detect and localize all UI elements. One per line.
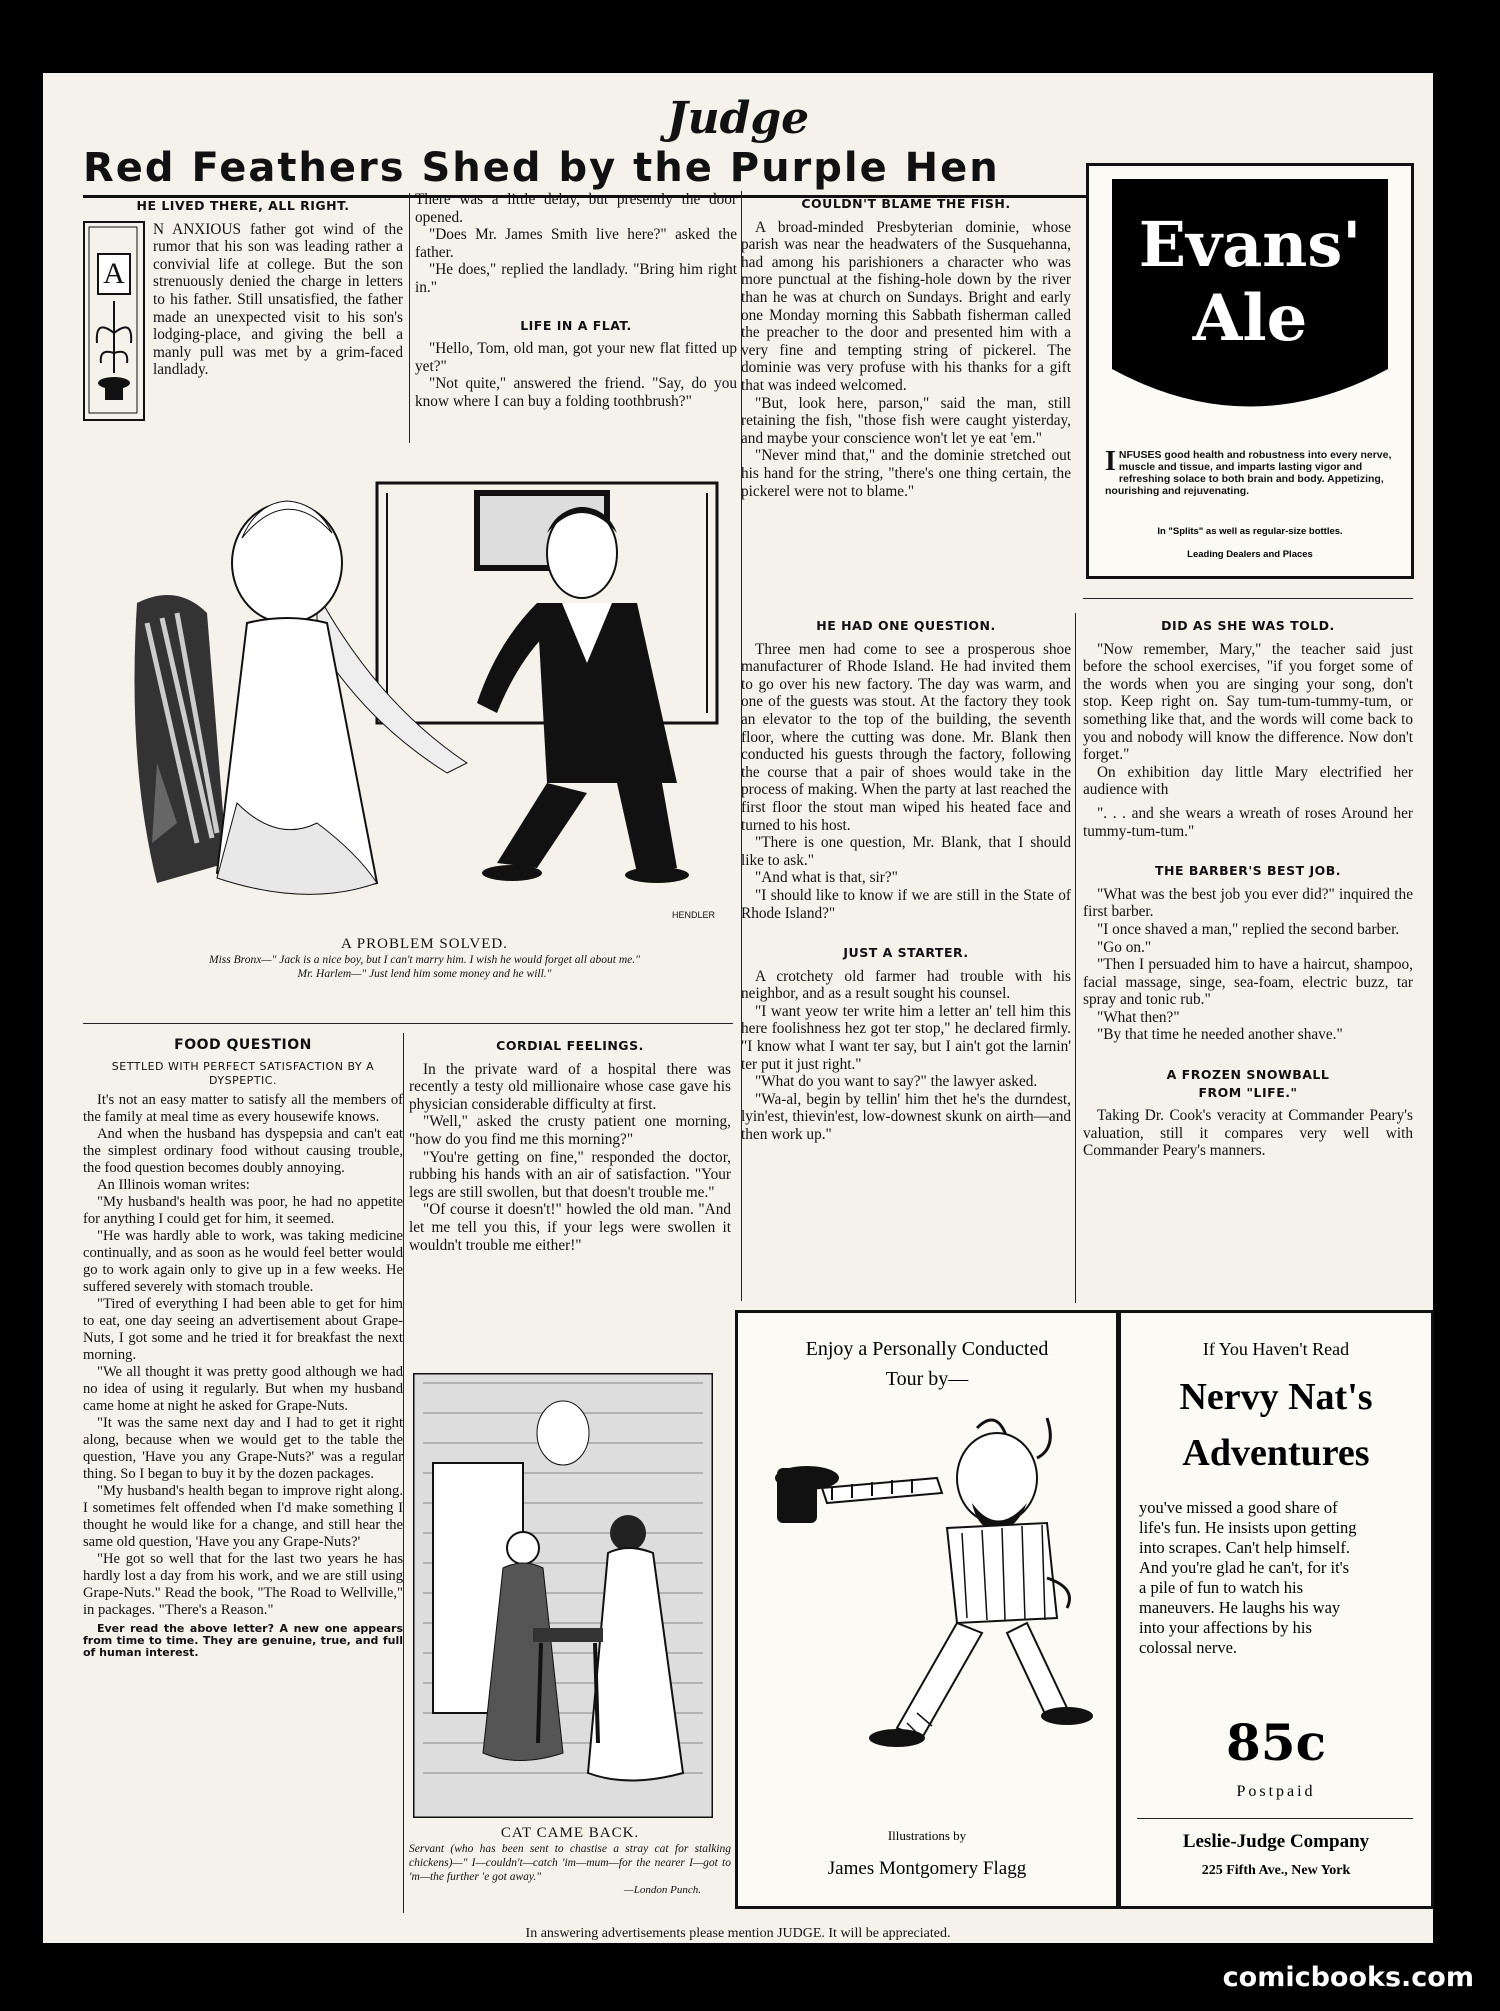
drop-cap-letter: A xyxy=(97,253,131,295)
flower-ornament-icon xyxy=(85,223,143,419)
magazine-page xyxy=(43,73,1433,1943)
illustrations-by-label: Illustrations by xyxy=(887,1828,967,1843)
article-paragraph: "Well," asked the crusty patient one morning, "how do you find me this morning?" xyxy=(409,1113,731,1148)
article-title: FOOD QUESTION xyxy=(174,1037,312,1053)
article-paragraph: "Never mind that," and the dominie stretched out his hand for the string, "there's one thing certain, the pickerel were not to blame." xyxy=(741,447,1071,500)
article-title: HE LIVED THERE, ALL RIGHT. xyxy=(136,198,350,213)
evans-body-text: NFUSES good health and robustness into every nerve, muscle and tissue, and imparts lasting vigor and refreshing solace to both brain and body. Appetizing, nourishing and rejuvenating. xyxy=(1105,449,1392,497)
article-paragraph: And when the husband has dyspepsia and can't eat the simplest ordinary food without causing trouble, the food question becomes doubly annoying. xyxy=(83,1126,403,1176)
article-paragraph: "He does," replied the landlady. "Bring him right in." xyxy=(415,261,737,296)
article-subtitle: SETTLED WITH PERFECT SATISFACTION BY A DYSPEPTIC. xyxy=(111,1060,375,1087)
tour-line1: Enjoy a Personally Conducted xyxy=(805,1338,1049,1360)
article-title: JUST A STARTER. xyxy=(843,945,969,961)
article-paragraph: "What then?" xyxy=(1097,1008,1180,1026)
nat-title2: Adventures xyxy=(1182,1432,1370,1474)
article-paragraph: N ANXIOUS father got wind of the rumor that his son was leading rather a convivial life at college. But the son strenuously denied the charge in letters to his father. Still unsatisfied, the father made an unexpected visit to his son's lodging-place, and giving the bell a manly pull was met by a grim-faced landlady. xyxy=(153,220,403,379)
article-title: COULDN'T BLAME THE FISH. xyxy=(801,196,1011,211)
evans-ale-advertisement xyxy=(1086,163,1414,579)
article-paragraph: "Now remember, Mary," the teacher said just before the school exercises, "if you forget some of the words when you are singing your song, don't stop. Keep right on. Say tum-tum-tummy-tum, or something like that, and the words will come back to you and nobody will know the difference. Now don't forget." xyxy=(1083,640,1413,764)
evans-ale-brand: Evans' xyxy=(1138,208,1362,281)
article-paragraph: "Go on." xyxy=(1097,938,1152,956)
watermark: comicbooks.com xyxy=(1222,1962,1474,1993)
article-paragraph: "And what is that, sir?" xyxy=(755,869,898,887)
article-paragraph: A broad-minded Presbyterian dominie, whose parish was near the headwaters of the Susquehanna, had among his parishioners a character who was more punctual at the fishing-hole down by the river than he was at church on Sundays. Bright and early one Monday morning this Sabbath fisherman called the preacher to the door and presented him with a very fine and tempting string of pickerel. The dominie was very profuse with his thanks for a gift that was indeed welcomed. xyxy=(741,218,1071,394)
nat-line1: If You Haven't Read xyxy=(1202,1339,1350,1359)
nervy-nat-illustration xyxy=(747,1408,1107,1748)
nat-price: 85c xyxy=(1225,1713,1327,1772)
article-title: A FROZEN SNOWBALL xyxy=(1166,1067,1330,1083)
article-paragraph: "Wa-al, begin by tellin' him thet he's the durndest, lyin'est, thievin'est, low-downest skunk on airth—and then work up." xyxy=(741,1090,1071,1144)
article-title: LIFE IN A FLAT. xyxy=(520,317,632,333)
nat-address: 225 Fifth Ave., New York xyxy=(1201,1863,1351,1878)
drop-cap-ornament xyxy=(83,221,145,421)
cartoon-caption-problem-solved xyxy=(117,936,732,981)
cartoon-title: A PROBLEM SOLVED. xyxy=(341,936,508,952)
article-footnote: Ever read the above letter? A new one appears from time to time. They are genuine, true, and full of human interest. xyxy=(83,1622,403,1659)
article-paragraph: "Hello, Tom, old man, got your new flat fitted up yet?" xyxy=(415,340,737,375)
article-paragraph: "It was the same next day and I had to get it right along, because when we would get to the table the question, 'Have you any Grape-Nuts?' was a regular thing. So I began to buy it by the dozen packages. xyxy=(83,1415,403,1482)
article-paragraph: "What was the best job you ever did?" inquired the first barber. xyxy=(1083,885,1413,921)
article-paragraph: There was a little delay, but presently the door opened. xyxy=(415,191,737,226)
section-rule xyxy=(83,1023,733,1024)
column-rule xyxy=(403,1033,404,1913)
article-paragraph: Three men had come to see a prosperous shoe manufacturer of Rhode Island. He had invited them to go over his new factory. The day was warm, and one of the guests was stout. At the factory they took an elevator to the top of the building, the seventh floor, where the cutting was done. Mr. Blank then conducted his guests through the factory, following the course that a pair of shoes would take in the process of making. When the party at last reached the first floor the stout man wiped his heated face and turned to his host. xyxy=(741,640,1071,834)
article-paragraph: "Then I persuaded him to have a haircut, shampoo, facial massage, singe, sea-foam, electric buzz, tar spray and tonic rub." xyxy=(1083,956,1413,1009)
article-paragraph: "My husband's health began to improve right along. I sometimes felt offended when I'd make something I thought he would like for a change, and still hear the same old question, 'Have you any Grape-Nuts?' xyxy=(83,1483,403,1550)
article-paragraph: "Not quite," answered the friend. "Say, do you know where I can buy a folding toothbrush?" xyxy=(415,375,737,410)
article-food-question xyxy=(83,1033,403,1659)
nat-company: Leslie-Judge Company xyxy=(1182,1831,1370,1852)
page-headline: Red Feathers Shed by the Purple Hen xyxy=(83,145,1113,198)
personally-conducted-tour-advertisement xyxy=(735,1310,1119,1909)
article-paragraph: "Does Mr. James Smith live here?" asked the father. xyxy=(415,226,737,261)
article-paragraph: ". . . and she wears a wreath of roses Around her tummy-tum-tum." xyxy=(1083,804,1413,840)
article-paragraph: "But, look here, parson," said the man, still retaining the fish, "those fish were caught yisterday, and maybe your conscience won't let ye eat 'em." xyxy=(741,394,1071,447)
article-title: HE HAD ONE QUESTION. xyxy=(816,618,996,633)
column-rule xyxy=(409,193,410,443)
column-rule xyxy=(1075,613,1076,1303)
artist-name: James Montgomery Flagg xyxy=(827,1858,1027,1879)
cartoon-dialogue-line: Mr. Harlem—" Just lend him some money and he will." xyxy=(297,968,552,980)
article-paragraph: A crotchety old farmer had trouble with his neighbor, and as a result sought his counsel. xyxy=(741,967,1071,1003)
article-paragraph: "You're getting on fine," responded the doctor, rubbing his hands with an air of satisfaction. "Your legs are still swollen, but that doesn't trouble me." xyxy=(409,1148,731,1201)
article-paragraph: "My husband's health was poor, he had no appetite for anything I could get for him, it seemed. xyxy=(83,1194,403,1227)
article-paragraph: "There is one question, Mr. Blank, that I should like to ask." xyxy=(741,834,1071,869)
cartoon-credit: —London Punch. xyxy=(624,1884,701,1896)
cartoon-title: CAT CAME BACK. xyxy=(500,1825,640,1841)
cartoon-dialogue-line: Servant (who has been sent to chastise a stray cat for stalking chickens)—" I—couldn't—catch 'im—mum—for the nearer I—got to 'm—the further 'e got away." xyxy=(409,1843,731,1883)
evans-line3: Leading Dealers and Places xyxy=(1187,549,1313,560)
article-he-lived-there xyxy=(83,193,403,423)
article-paragraph: In the private ward of a hospital there was recently a testy old millionaire whose case gave his physician considerable difficulty at first. xyxy=(409,1060,731,1113)
article-he-lived-there-continued xyxy=(415,191,737,411)
article-paragraph: "He got so well that for the last two years he has hardly lost a day from his work, and we are still using Grape-Nuts." Read the book, "The Road to Wellville," in packages. "There's a Reason." xyxy=(83,1551,403,1618)
cat-came-back-illustration xyxy=(413,1373,713,1818)
article-paragraph: "I want yeow ter write him a letter an' tell him this here foolishness hez got ter stop," he declared firmly. "I know what I want ter say, but I ain't got the larnin' ter put it just right." xyxy=(741,1002,1071,1073)
section-rule xyxy=(1083,598,1413,599)
masthead: Judge xyxy=(666,93,810,144)
article-couldnt-blame-the-fish xyxy=(741,191,1071,500)
article-paragraph: An Illinois woman writes: xyxy=(97,1177,250,1193)
nat-body: you've missed a good share of life's fun. He insists upon getting into scrapes. Can't help himself. And you're glad he can't, for it's a pile of fun to watch his maneuvers. He laughs his way into your affections by his colossal nerve. xyxy=(1139,1498,1357,1657)
nat-title1: Nervy Nat's xyxy=(1179,1376,1373,1418)
article-paragraph: "He was hardly able to work, was taking medicine continually, and as soon as he would feel better would go to work again only to give up in a few weeks. He suffered severely with stomach trouble. xyxy=(83,1228,403,1295)
article-paragraph: "What do you want to say?" the lawyer asked. xyxy=(755,1073,1038,1091)
article-paragraph: Taking Dr. Cook's veracity at Commander Peary's valuation, still it compares very well with Commander Peary's manners. xyxy=(1083,1107,1413,1160)
article-paragraph: "I once shaved a man," replied the second barber. xyxy=(1097,920,1400,938)
cartoon-dialogue-line: Miss Bronx—" Jack is a nice boy, but I can't marry him. I wish he would forget all about me." xyxy=(209,954,640,966)
article-did-as-she-was-told xyxy=(1083,613,1413,1160)
article-paragraph: "I should like to know if we are still in the State of Rhode Island?" xyxy=(741,886,1071,922)
article-paragraph: On exhibition day little Mary electrified her audience with xyxy=(1083,763,1413,799)
tour-line2: Tour by— xyxy=(885,1368,969,1390)
evans-line2: In "Splits" as well as regular-size bottles. xyxy=(1157,526,1343,537)
evans-ale-body xyxy=(1105,446,1395,497)
article-paragraph: It's not an easy matter to satisfy all the members of the family at meal time as every housewife knows. xyxy=(83,1092,403,1125)
article-title: CORDIAL FEELINGS. xyxy=(496,1038,644,1053)
page-footer: In answering advertisements please mention JUDGE. It will be appreciated. xyxy=(525,1926,951,1941)
nat-postpaid: Postpaid xyxy=(1236,1783,1316,1800)
article-subtitle: FROM "LIFE." xyxy=(1198,1084,1298,1100)
problem-solved-illustration xyxy=(117,463,732,933)
article-paragraph: "Of course it doesn't!" howled the old man. "And let me tell you this, if your legs were swollen it wouldn't trouble me either!" xyxy=(409,1201,731,1254)
nervy-nat-advertisement xyxy=(1118,1310,1434,1909)
article-paragraph: "By that time he needed another shave." xyxy=(1097,1026,1343,1044)
article-paragraph: "Tired of everything I had been able to get for him to eat, one day seeing an advertisement about Grape-Nuts, I got some and he tried it for breakfast the next morning. xyxy=(83,1296,403,1363)
nat-divider xyxy=(1137,1818,1413,1819)
cartoon-caption-cat-came-back xyxy=(409,1825,731,1896)
evans-ale-brand-line2: Ale xyxy=(1192,281,1308,356)
article-he-had-one-question xyxy=(741,613,1071,1144)
article-paragraph: "We all thought it was pretty good although we had no idea of using it regularly. But when my husband came home at night he asked for Grape-Nuts. xyxy=(83,1364,403,1414)
evans-drop-letter: I xyxy=(1105,446,1116,477)
article-cordial-feelings xyxy=(409,1033,731,1254)
svg-text:HENDLER: HENDLER xyxy=(672,910,716,920)
article-title: THE BARBER'S BEST JOB. xyxy=(1154,863,1342,879)
article-title: DID AS SHE WAS TOLD. xyxy=(1161,618,1335,633)
